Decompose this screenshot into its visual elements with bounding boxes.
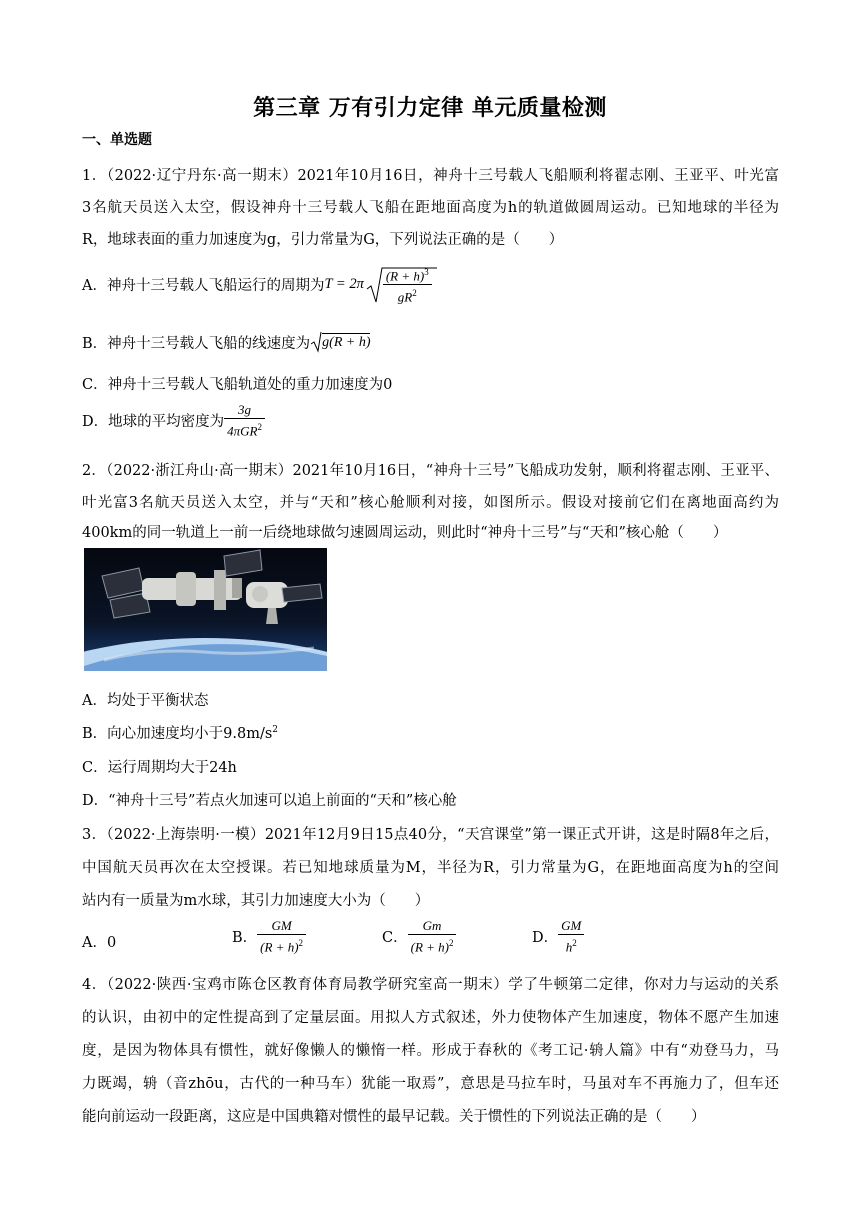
q2-option-b-text: B．向心加速度均小于9.8m/s xyxy=(82,726,273,742)
q4-line-5: 能向前运动一段距离，这应是中国典籍对惯性的最早记载。关于惯性的下列说法正确的是（ ） xyxy=(82,1109,706,1125)
q3-option-d-numerator: GM xyxy=(558,918,584,935)
q1-option-d-text: D．地球的平均密度为 xyxy=(82,414,225,431)
space-station-photo xyxy=(84,548,327,671)
q3-option-c-exp: 2 xyxy=(448,938,454,948)
q2-option-d: D．“神舟十三号”若点火加速可以追上前面的“天和”核心舱 xyxy=(82,793,457,809)
q2-option-a: A．均处于平衡状态 xyxy=(82,693,209,709)
q2-option-c: C．运行周期均大于24h xyxy=(82,760,237,776)
q3-option-b-fraction xyxy=(257,918,306,955)
q1-option-c: C．神舟十三号载人飞船轨道处的重力加速度为0 xyxy=(82,377,393,393)
q1-option-a-fraction xyxy=(383,264,432,306)
q3-option-b-label: B． xyxy=(232,930,258,947)
q3-line-2: 中国航天员再次在太空授课。若已知地球质量为M，半径为R，引力常量为G，在距地面高度为h的空间 xyxy=(82,860,779,876)
q1-option-d-den-exp: 2 xyxy=(257,422,262,432)
q1-option-a-text: A．神舟十三号载人飞船运行的周期为 xyxy=(82,278,325,295)
q3-option-c-label: C． xyxy=(382,930,408,947)
q3-line-1: 3．（2022·上海崇明·一模）2021年12月9日15点40分，“天宫课堂”第一课正式开讲，这是时隔8年之后， xyxy=(82,827,779,843)
q1-line-1: 1．（2022·辽宁丹东·高一期末）2021年10月16日，神舟十三号载人飞船顺利将翟志刚、王亚平、叶光富 xyxy=(82,168,779,184)
q3-option-d-exp: 2 xyxy=(572,938,577,948)
q4-line-3: 度，是因为物体具有惯性，就好像懒人的懒惰一样。形成于春秋的《考工记·辀人篇》中有“劝登马力，马 xyxy=(82,1043,779,1059)
q2-line-2: 叶光富3名航天员送入太空，并与“天和”核心舱顺利对接，如图所示。假设对接前它们在离地面高约为 xyxy=(82,495,779,511)
q1-option-a-den-exp: 2 xyxy=(412,288,417,299)
q1-option-b-formula: g(R + h) xyxy=(322,335,371,350)
q2-option-b xyxy=(82,722,278,743)
q3-option-b xyxy=(232,918,306,955)
q1-line-3: R，地球表面的重力加速度为g，引力常量为G，下列说法正确的是（ ） xyxy=(82,232,564,248)
section-heading: 一、单选题 xyxy=(82,132,152,148)
q2-line-3: 400km的同一轨道上一前一后绕地球做匀速圆周运动，则此时“神舟十三号”与“天和”核心舱（ ） xyxy=(82,525,728,541)
q3-option-a: A．0 xyxy=(82,935,117,951)
q1-option-d-fraction xyxy=(224,402,265,439)
q3-option-c-fraction xyxy=(408,918,457,955)
q2-line-1: 2．（2022·浙江舟山·高一期末）2021年10月16日，“神舟十三号”飞船成功发射，顺利将翟志刚、王亚平、 xyxy=(82,463,779,479)
q2-option-b-exp: 2 xyxy=(272,725,279,736)
q4-line-4: 力既竭，辀（音zhōu，古代的一种马车）犹能一取焉”，意思是马拉车时，马虽对车不再施力了，但车还 xyxy=(82,1076,779,1092)
sqrt-sign-icon xyxy=(310,331,322,353)
q1-option-b-text: B．神舟十三号载人飞船的线速度为 xyxy=(82,335,311,352)
q3-option-c-numerator: Gm xyxy=(408,918,457,935)
q3-option-b-exp: 2 xyxy=(298,938,304,948)
q1-option-a-denominator: gR xyxy=(397,289,413,305)
q3-option-d xyxy=(532,918,584,955)
q1-option-d-numerator: 3g xyxy=(224,402,265,419)
q3-line-3: 站内有一质量为m水球，其引力加速度大小为（ ） xyxy=(82,893,430,909)
q1-option-a xyxy=(82,264,432,306)
q1-option-a-exp: 3 xyxy=(424,267,429,277)
q1-option-d xyxy=(82,402,265,439)
q1-line-2: 3名航天员送入太空，假设神舟十三号载人飞船在距地面高度为h的轨道做圆周运动。已知地球的半径为 xyxy=(82,200,779,216)
q3-option-c xyxy=(382,918,456,955)
q3-option-d-fraction xyxy=(558,918,584,955)
q1-option-a-numerator: (R + h) xyxy=(385,268,425,284)
q1-option-a-formula-t: T = 2π xyxy=(324,276,364,293)
q4-line-2: 的认识，由初中的定性提高到了定量层面。用拟人方式叙述，外力使物体产生加速度，物体不愿产生加速 xyxy=(82,1010,779,1026)
q1-option-d-denominator: 4πGR xyxy=(227,423,258,439)
page-title: 第三章 万有引力定律 单元质量检测 xyxy=(253,96,607,121)
q3-option-c-denominator: (R + h) xyxy=(410,939,449,955)
q3-option-d-label: D． xyxy=(532,930,559,947)
q1-option-b xyxy=(82,331,370,353)
q3-option-b-numerator: GM xyxy=(257,918,306,935)
q3-option-d-denominator: h xyxy=(565,939,573,955)
q4-line-1: 4．（2022·陕西·宝鸡市陈仓区教育体育局教学研究室高一期末）学了牛顿第二定律，你对力与运动的关系 xyxy=(82,977,779,993)
q3-option-b-denominator: (R + h) xyxy=(260,939,299,955)
